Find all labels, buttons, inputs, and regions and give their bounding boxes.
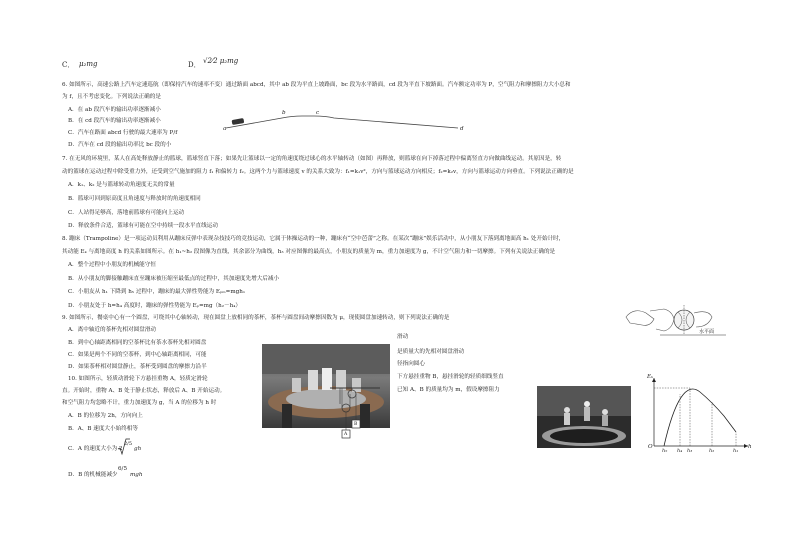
option-c-label: C． <box>62 61 75 69</box>
road-profile-figure <box>222 110 462 132</box>
q10-option-b: B．A、B 速度大小始终相等 <box>68 426 138 432</box>
q6-stem-line2: 为 f，且不考虑变化。下列说法正确的是 <box>62 94 161 100</box>
q6-option-d: D．汽车在 cd 段的输出功率比 bc 段的小 <box>68 142 172 148</box>
q9-option-a: A．离中轴近的茶杯先相对圆盘滑动 <box>68 327 156 333</box>
q10-option-c-prefix: C．A 的速度大小为 2 <box>68 446 123 452</box>
q7-option-c: C．人站得足够高，落地前篮球有可能向上运动 <box>68 210 185 216</box>
graph-x-axis-label: h <box>748 444 752 450</box>
graph-tick-h5: h₅ <box>662 448 668 454</box>
q9-option-d-tail: 径指向圆心 <box>397 361 425 367</box>
q9-option-b: B．到中心轴距离相同的空茶杯比有茶水茶杯先相对圆盘 <box>68 340 207 346</box>
q9-option-d: D．如果茶杯相对圆盘静止，茶杯受到圆盘的摩擦力沿半 <box>68 364 207 370</box>
graph-y-axis-label: Eₖ <box>647 374 654 380</box>
q10-option-c-tail: gh <box>134 446 142 452</box>
trampoline-photo <box>537 386 631 448</box>
horizontal-plane-label: 水平面 <box>699 329 715 335</box>
weight-b-label: B <box>354 422 358 427</box>
q6-option-b: B．在 cd 段汽车的输出功率逐渐减小 <box>68 118 161 124</box>
q6-stem-line1: 6. 如图所示，高速公路上汽车定速巡航（即保持汽车的速率不变）通过路面 abcd，其中 ab 段为平直上坡路面，bc 段为水平路面，cd 段为平直下坡路面。汽车额定功率为 P，空气阻力和摩擦阻力大小总和 <box>62 82 571 88</box>
q10-option-a: A．B 的位移为 2h，方向向上 <box>68 413 143 419</box>
q7-stem-line1: 7. 在无风的环境里，某人在高处释放静止的篮球，篮球竖直下落；如果先让篮球以一定的角速度绕过球心的水平轴转动（如图）再释放，则篮球在向下掉落过程中偏离竖直方向做曲线运动。其原因是，转 <box>62 156 562 162</box>
q9-option-c-tail: 是质量大的先相对圆盘滑动 <box>397 349 465 355</box>
q6-option-a: A．在 ab 段汽车的输出功率逐渐减小 <box>68 107 161 113</box>
q7-option-a: A．k₁、k₂ 是与篮球转动角速度无关的常量 <box>68 182 175 188</box>
option-d-label: D． <box>188 61 201 69</box>
road-label-b: b <box>282 110 286 116</box>
q10-option-d-fraction: 6/5 <box>118 466 128 472</box>
q8-stem-line1: 8. 蹦床（Trampoline）是一项运动员利用从蹦床反弹中表现杂技技巧的竞技运动，它属于体操运动的一种，蹦床有“空中芭蕾”之称。在某次“蹦床”娱乐活动中，从小朋友下落到离地面高 h₁ 处开始计时， <box>62 236 565 242</box>
q8-option-b: B．从小朋友的脚接触蹦床直至蹦床被压缩至最低点的过程中，其加速度先增大后减小 <box>68 276 280 282</box>
graph-tick-h3: h₃ <box>687 448 693 454</box>
weight-a-label: A <box>344 432 348 437</box>
q7-stem-line2: 动的篮球在运动过程中除受重力外，还受到空气施加的阻力 f₁ 和偏转力 f₂。这两个力与篮球速度 v 的关系大致为：f₁=k₁v²，方向与篮球运动方向相反；f₂=k₂v，方向与篮球运动方向垂直。下列说法正确的是 <box>62 169 574 175</box>
q9-option-b-tail: 滑动 <box>397 334 409 340</box>
q10-line1: 10. 如图所示，轻质动滑轮下方悬挂重物 A，轻质定滑轮 <box>68 376 208 382</box>
graph-tick-h1: h₁ <box>733 448 739 454</box>
q10-line1-tail: 下方悬挂重物 B，悬挂滑轮的轻质细线竖直 <box>397 374 504 380</box>
q8-option-c: C．小朋友从 h₁ 下降到 h₅ 过程中，蹦床的最大弹性势能为 Eₚₘ=mgh₁ <box>68 289 246 295</box>
q7-option-d: D．释放条件合适，篮球有可能在空中持续一段水平直线运动 <box>68 223 218 229</box>
road-label-a: a <box>223 126 227 132</box>
graph-tick-h2: h₂ <box>709 448 715 454</box>
q8-stem-line2: 其动能 Eₖ 与离地高度 h 的关系如图所示。在 h₁~h₂ 段图像为直线，其余部分为曲线，h₃ 对应图像的最高点，小朋友的质量为 m，重力加速度为 g，不计空气阻力和一切摩擦。下列有关说法正确的是 <box>62 249 556 255</box>
q10-option-c-root: 2/5 <box>124 441 133 447</box>
q6-option-c: C．汽车在路面 abcd 行驶的最大速率为 P/f <box>68 130 178 136</box>
q9-option-c: C．如果是两个不同的空茶杯，到中心轴距离相同，可能 <box>68 352 207 358</box>
graph-tick-h4: h₄ <box>677 448 683 454</box>
graph-origin-label: O <box>648 444 653 450</box>
q10-line2: 直。开始时，重物 A、B 处于静止状态，释放后 A、B 开始运动。 <box>62 388 226 394</box>
option-c-expression: μ₂mg <box>79 60 98 68</box>
q9-stem: 9. 如图所示，餐桌中心有一个圆盘，可绕其中心轴转动，现在圆盘上放相同的茶杯，茶杯与圆盘间动摩擦因数为 μ，现使圆盘加速转动，则下列说法正确的是 <box>62 315 450 321</box>
q10-option-d-prefix: D．B 的机械能减少 <box>68 472 118 478</box>
q10-option-d-tail: mgh <box>130 472 143 478</box>
road-label-d: d <box>460 126 464 132</box>
q10-line3: 和空气阻力均忽略不计，重力加速度为 g，当 A 的位移为 h 时 <box>62 400 217 406</box>
q7-option-b: B．篮球可回到原高度且角速度与释放时的角速度相同 <box>68 196 201 202</box>
kinetic-energy-height-graph <box>644 374 754 454</box>
pulley-system-figure <box>330 386 380 446</box>
option-d-expression: √2⁄2 μ₂mg <box>203 57 239 65</box>
road-label-c: c <box>316 110 320 116</box>
q8-option-a: A．整个过程中小朋友的机械能守恒 <box>68 262 156 268</box>
q8-option-d: D．小朋友处于 h=h₄ 高度时，蹦床的弹性势能为 Eₚ=mg（h₂－h₄） <box>68 303 242 309</box>
q10-line2-tail: 已知 A、B 的质量均为 m，假设摩擦阻力 <box>397 387 500 393</box>
